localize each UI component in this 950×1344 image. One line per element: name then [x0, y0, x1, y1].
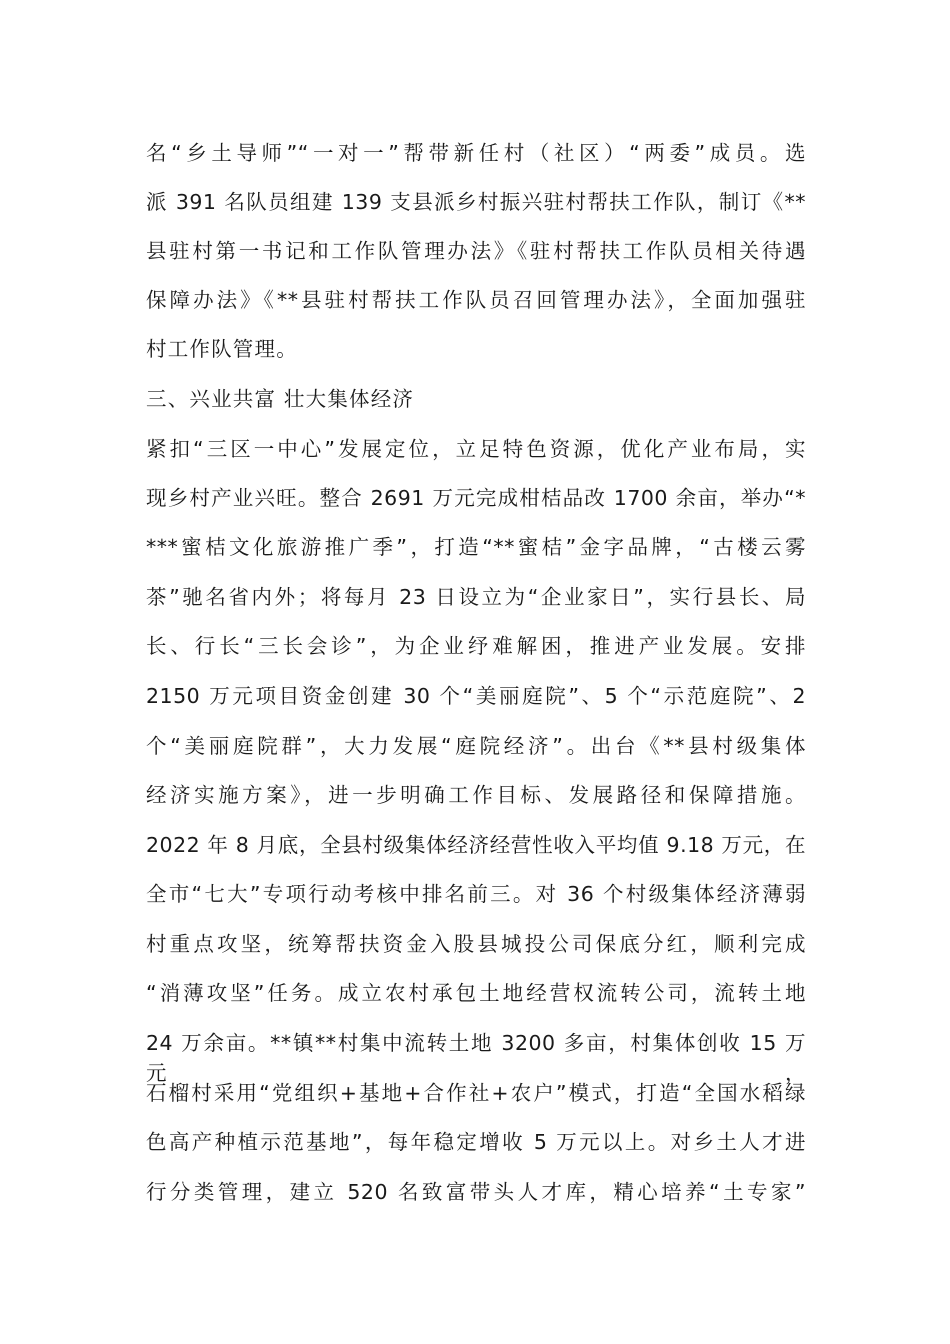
body-text-line: 村工作队管理。: [146, 337, 298, 361]
body-text-line: 保障办法》《**县驻村帮扶工作队员召回管理办法》，全面加强驻: [146, 288, 806, 312]
section-heading: 三、兴业共富 壮大集体经济: [146, 387, 415, 411]
body-text-line: 名“乡土导师”“一对一”帮带新任村（社区）“两委”成员。选: [146, 141, 806, 165]
body-text-line: 县驻村第一书记和工作队管理办法》《驻村帮扶工作队员相关待遇: [146, 239, 806, 263]
body-text-line: “消薄攻坚”任务。成立农村承包土地经营权流转公司，流转土地: [146, 981, 806, 1005]
body-text-line: ***蜜桔文化旅游推广季”，打造“**蜜桔”金字品牌，“古楼云雾: [146, 535, 806, 559]
body-text-line: 紧扣“三区一中心”发展定位，立足特色资源，优化产业布局，实: [146, 437, 806, 461]
body-text-line: 茶”驰名省内外；将每月 23 日设立为“企业家日”，实行县长、局: [146, 585, 806, 609]
body-text-line: 派 391 名队员组建 139 支县派乡村振兴驻村帮扶工作队，制订《**: [146, 190, 806, 214]
body-text-line: 2150 万元项目资金创建 30 个“美丽庭院”、5 个“示范庭院”、2: [146, 684, 806, 708]
body-text-line: 村重点攻坚，统筹帮扶资金入股县城投公司保底分红，顺利完成: [146, 932, 806, 956]
body-text-line: 色高产种植示范基地”，每年稳定增收 5 万元以上。对乡土人才进: [146, 1130, 806, 1154]
body-text-line: 长、行长“三长会诊”，为企业纾难解困，推进产业发展。安排: [146, 634, 806, 658]
body-text-line: 全市“七大”专项行动考核中排名前三。对 36 个村级集体经济薄弱: [146, 882, 806, 906]
body-text-line: 行分类管理，建立 520 名致富带头人才库，精心培养“土专家”: [146, 1180, 806, 1204]
body-text-line: 经济实施方案》，进一步明确工作目标、发展路径和保障措施。: [146, 783, 806, 807]
body-text-line: 现乡村产业兴旺。整合 2691 万元完成柑桔品改 1700 余亩，举办“*: [146, 486, 806, 510]
body-text-line: 2022 年 8 月底，全县村级集体经济经营性收入平均值 9.18 万元，在: [146, 833, 806, 857]
body-text-line: 石榴村采用“党组织+基地+合作社+农户”模式，打造“全国水稻绿: [146, 1081, 806, 1105]
body-text-line: 个“美丽庭院群”，大力发展“庭院经济”。出台《**县村级集体: [146, 734, 806, 758]
body-text-line: 24 万余亩。**镇**村集中流转土地 3200 多亩，村集体创收 15 万元，: [146, 1031, 806, 1085]
